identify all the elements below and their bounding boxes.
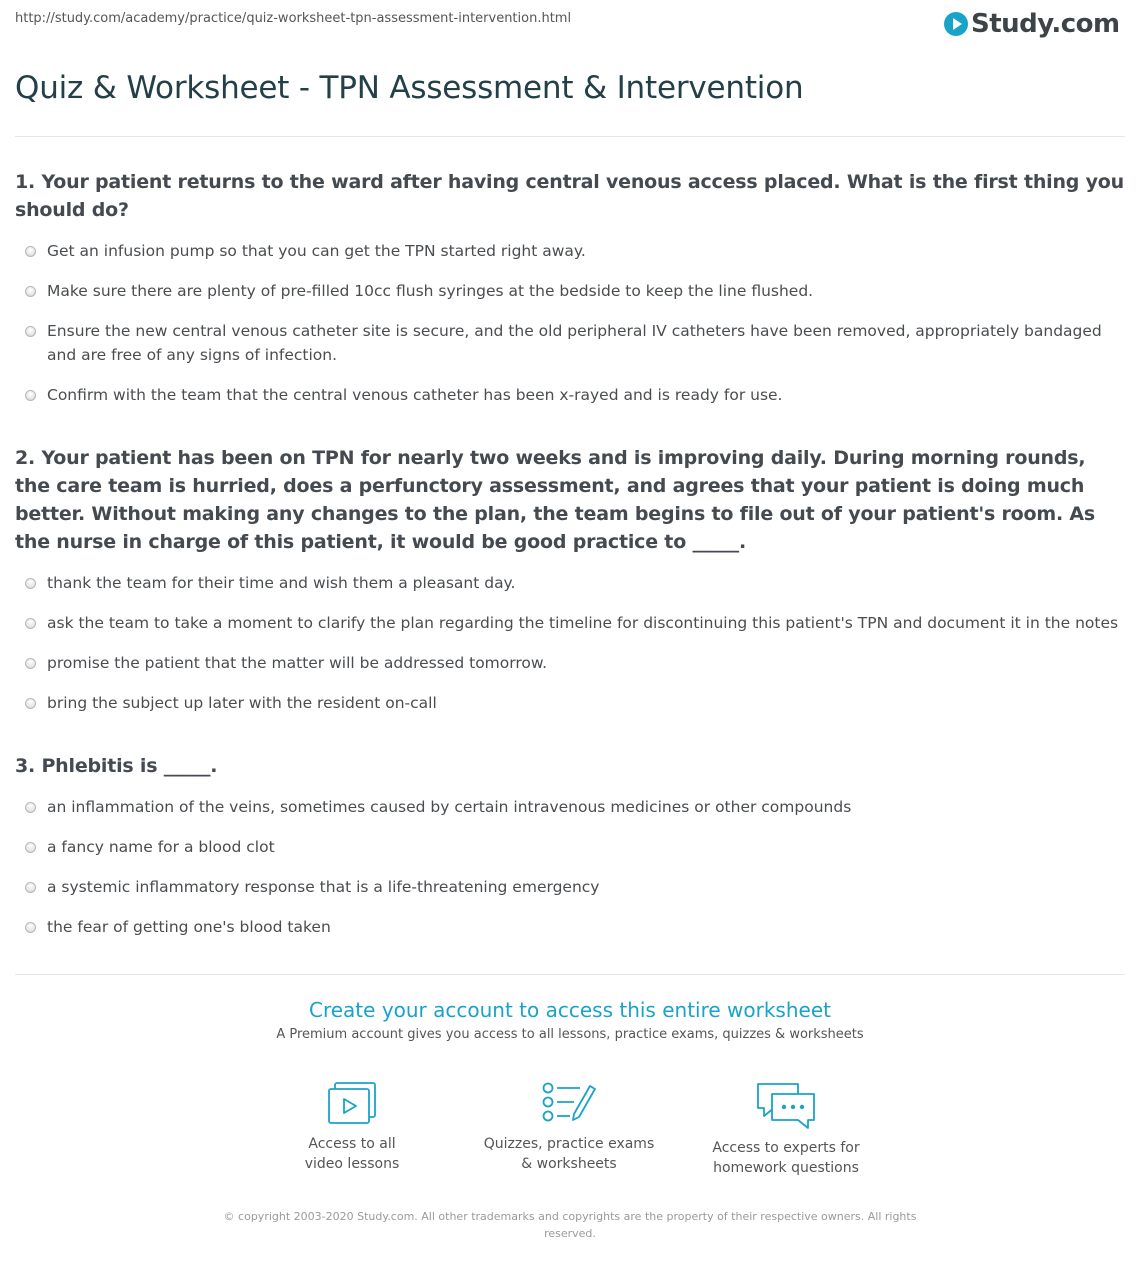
play-logo-icon — [944, 12, 968, 36]
question-2: 2. Your patient has been on TPN for nearly two weeks and is improving daily. During morning rounds, the care team is hurried, does a perfunctory assessment, and agrees that your patient is doing much better. Without making any changes to the plan, the team begins to file out of your patient's room. As the nurse in charge of this patient, it would be good practice to _____. — [15, 447, 1095, 553]
answer-text: Ensure the new central venous catheter site is secure, and the old peripheral IV catheters have been removed, appropriately bandaged and are free of any signs of infection. — [47, 322, 1102, 364]
answer-text: Confirm with the team that the central venous catheter has been x-rayed and is ready for use. — [47, 386, 783, 404]
feature-quizzes — [474, 1080, 664, 1174]
copyright-notice: © copyright 2003-2020 Study.com. All other trademarks and copyrights are the property of their respective owners. All rights reserved. — [223, 1210, 917, 1240]
answer-option[interactable] — [15, 279, 1125, 303]
question-3-answers — [15, 795, 1125, 955]
answer-option[interactable] — [15, 651, 1125, 675]
feature-label: Access to all video lessons — [304, 1136, 400, 1172]
answer-option[interactable] — [15, 691, 1125, 715]
answer-option[interactable] — [15, 239, 1125, 263]
study-logo[interactable] — [944, 7, 1120, 41]
answer-option[interactable] — [15, 611, 1125, 635]
radio-button-icon[interactable] — [25, 922, 36, 933]
answer-text: an inflammation of the veins, sometimes caused by certain intravenous medicines or other compounds — [47, 798, 852, 816]
answer-option[interactable] — [15, 319, 1125, 367]
answer-text: Get an infusion pump so that you can get the TPN started right away. — [47, 242, 586, 260]
radio-button-icon[interactable] — [25, 842, 36, 853]
radio-button-icon[interactable] — [25, 390, 36, 401]
answer-text: the fear of getting one's blood taken — [47, 918, 331, 936]
question-1-answers — [15, 239, 1125, 423]
logo-text: Study.com — [971, 9, 1120, 39]
answer-text: Make sure there are plenty of pre-filled 10cc flush syringes at the bedside to keep the line flushed. — [47, 282, 814, 300]
feature-label: Access to experts for homework questions — [712, 1140, 860, 1176]
answer-option[interactable] — [15, 875, 1125, 899]
radio-button-icon[interactable] — [25, 802, 36, 813]
radio-button-icon[interactable] — [25, 658, 36, 669]
radio-button-icon[interactable] — [25, 882, 36, 893]
answer-text: bring the subject up later with the resident on-call — [47, 694, 437, 712]
question-3: 3. Phlebitis is _____. — [15, 755, 218, 777]
page-url: http://study.com/academy/practice/quiz-worksheet-tpn-assessment-intervention.html — [15, 11, 572, 26]
feature-experts — [691, 1080, 881, 1178]
radio-button-icon[interactable] — [25, 326, 36, 337]
feature-video-lessons — [257, 1080, 447, 1174]
question-2-answers — [15, 571, 1125, 731]
radio-button-icon[interactable] — [25, 618, 36, 629]
feature-label: Quizzes, practice exams & worksheets — [483, 1136, 655, 1172]
answer-text: ask the team to take a moment to clarify the plan regarding the timeline for discontinuing this patient's TPN and document it in the notes — [47, 614, 1119, 632]
answer-option[interactable] — [15, 383, 1125, 407]
radio-button-icon[interactable] — [25, 698, 36, 709]
expert-chat-icon — [754, 1080, 818, 1130]
cta-subtitle: A Premium account gives you access to all lessons, practice exams, quizzes & worksheets — [276, 1027, 864, 1042]
answer-text: promise the patient that the matter will be addressed tomorrow. — [47, 654, 548, 672]
question-1: 1. Your patient returns to the ward after having central venous access placed. What is the first thing you should do? — [15, 171, 1124, 221]
answer-option[interactable] — [15, 795, 1125, 819]
answer-text: a systemic inflammatory response that is a life-threatening emergency — [47, 878, 600, 896]
title-divider — [15, 136, 1125, 137]
answer-text: a fancy name for a blood clot — [47, 838, 275, 856]
answer-option[interactable] — [15, 915, 1125, 939]
answer-text: thank the team for their time and wish them a pleasant day. — [47, 574, 516, 592]
radio-button-icon[interactable] — [25, 286, 36, 297]
quiz-checklist-icon — [540, 1080, 598, 1126]
radio-button-icon[interactable] — [25, 246, 36, 257]
cta-title-link[interactable]: Create your account to access this entire worksheet — [309, 998, 831, 1022]
radio-button-icon[interactable] — [25, 578, 36, 589]
page-title: Quiz & Worksheet - TPN Assessment & Intervention — [15, 70, 804, 106]
answer-option[interactable] — [15, 835, 1125, 859]
cta-divider — [15, 974, 1125, 975]
answer-option[interactable] — [15, 571, 1125, 595]
video-lessons-icon — [326, 1080, 378, 1126]
signup-cta — [0, 998, 1140, 1042]
